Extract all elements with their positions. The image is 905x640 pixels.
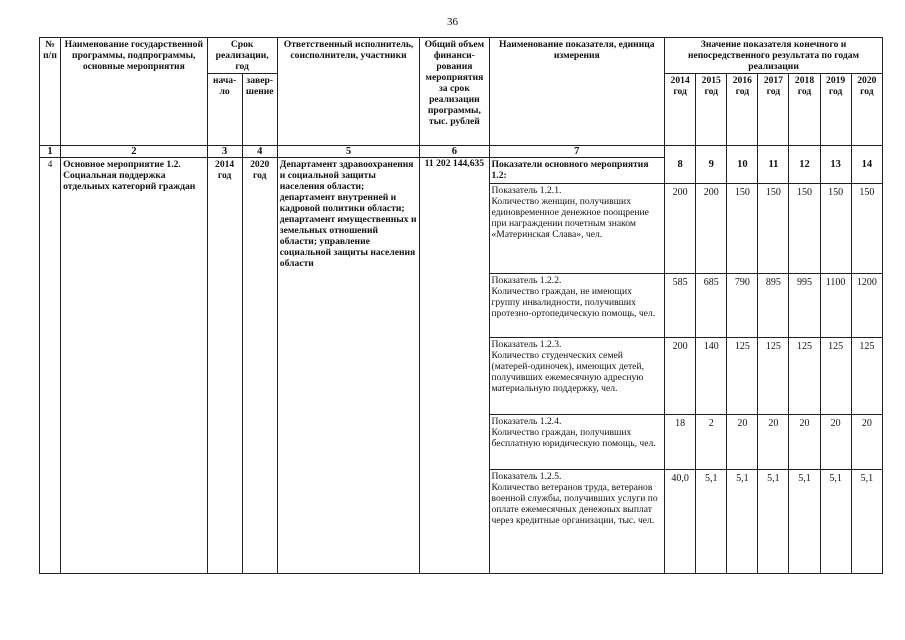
executor-list: Департамент здравоохранения и социальной защиты населения области; департамент внутренней и кадровой политики области; департамент имущественных и земельных отношений области; управление социальной защиты населения области	[277, 158, 419, 574]
header-year: 2014 год	[665, 74, 696, 146]
header-year: 2019 год	[820, 74, 851, 146]
header-year: 2015 год	[696, 74, 727, 146]
page-number: 36	[447, 16, 458, 28]
header-year: 2016 год	[727, 74, 758, 146]
indicator-value: 20	[758, 415, 789, 470]
indicator-value: 5,1	[758, 470, 789, 574]
header-indicator: Наименование показателя, единица измерения	[489, 38, 665, 146]
indicator-text: Количество граждан, не имеющих группу инвалидности, получивших протезно-ортопедическую помощь, чел.	[491, 286, 656, 319]
indicator-value: 125	[789, 338, 820, 415]
indicator-title: Показатель 1.2.4.	[491, 416, 562, 427]
indicator-value: 125	[727, 338, 758, 415]
header-executor: Ответственный исполнитель, соисполнители, участники	[277, 38, 419, 146]
column-number: 10	[727, 146, 758, 184]
header-term: Срок реализации, год	[207, 38, 277, 74]
header-funding: Общий объем финанси-рования мероприятия за срок реализации программы, тыс. рублей	[420, 38, 489, 146]
column-number: 8	[665, 146, 696, 184]
indicator-value: 585	[665, 274, 696, 338]
indicator-text: Количество студенческих семей (матерей-одиночек), имеющих детей, получивших ежемесячную адресную материальную поддержку, чел.	[491, 350, 644, 394]
indicator-value: 5,1	[851, 470, 882, 574]
indicator-value: 5,1	[727, 470, 758, 574]
column-number: 11	[758, 146, 789, 184]
indicator-cell	[489, 184, 665, 274]
header-row	[40, 38, 883, 74]
indicator-value: 5,1	[696, 470, 727, 574]
indicator-value: 20	[820, 415, 851, 470]
indicator-value: 125	[758, 338, 789, 415]
start-year: 2014 год	[207, 158, 242, 574]
column-number: 13	[820, 146, 851, 184]
indicator-value: 150	[727, 184, 758, 274]
indicator-value: 18	[665, 415, 696, 470]
indicator-value: 1200	[851, 274, 882, 338]
indicator-cell	[489, 415, 665, 470]
indicator-value: 995	[789, 274, 820, 338]
indicator-value: 140	[696, 338, 727, 415]
column-number: 12	[789, 146, 820, 184]
indicator-value: 895	[758, 274, 789, 338]
indicator-value: 200	[665, 184, 696, 274]
indicator-title: Показатель 1.2.2.	[491, 275, 562, 286]
indicator-title: Показатель 1.2.1.	[491, 185, 562, 196]
funding-amount: 11 202 144,635	[420, 158, 489, 574]
column-number: 4	[242, 146, 277, 158]
indicator-value: 790	[727, 274, 758, 338]
indicator-value: 150	[851, 184, 882, 274]
indicator-value: 20	[851, 415, 882, 470]
indicator-value: 150	[758, 184, 789, 274]
column-number: 2	[61, 146, 208, 158]
indicator-cell	[489, 274, 665, 338]
end-year: 2020 год	[242, 158, 277, 574]
column-number: 1	[40, 146, 61, 158]
indicators-header: Показатели основного мероприятия 1.2:	[489, 158, 665, 184]
indicator-value: 150	[789, 184, 820, 274]
column-number: 14	[851, 146, 882, 184]
header-year: 2020 год	[851, 74, 882, 146]
measure-name: Основное мероприятие 1.2. Социальная поддержка отдельных категорий граждан	[61, 158, 208, 574]
column-number: 5	[277, 146, 419, 158]
indicator-cell	[489, 338, 665, 415]
indicator-title: Показатель 1.2.5.	[491, 471, 562, 482]
header-name: Наименование государственной программы, подпрограммы, основные мероприятия	[61, 38, 208, 146]
indicator-value: 150	[820, 184, 851, 274]
header-values-title: Значение показателя конечного и непосредственного результата по годам реализации	[665, 38, 883, 74]
indicator-value: 685	[696, 274, 727, 338]
indicator-cell	[489, 470, 665, 574]
header-no: № п/п	[40, 38, 61, 146]
header-term-end: завер-шение	[242, 74, 277, 146]
indicator-value: 2	[696, 415, 727, 470]
header-year: 2017 год	[758, 74, 789, 146]
indicator-title: Показатель 1.2.3.	[491, 339, 562, 350]
indicator-text: Количество ветеранов труда, ветеранов военной службы, получивших услуги по оплате ежемесячных денежных выплат через кредитные организации, тыс. чел.	[491, 482, 658, 526]
column-number-row	[40, 146, 883, 158]
indicator-value: 5,1	[820, 470, 851, 574]
column-number: 9	[696, 146, 727, 184]
column-number: 7	[489, 146, 665, 158]
column-number: 3	[207, 146, 242, 158]
indicator-value: 40,0	[665, 470, 696, 574]
row-number: 4	[40, 158, 61, 574]
program-table	[39, 37, 883, 574]
indicator-value: 200	[665, 338, 696, 415]
indicator-value: 1100	[820, 274, 851, 338]
indicator-value: 200	[696, 184, 727, 274]
indicator-value: 20	[727, 415, 758, 470]
indicator-text: Количество граждан, получивших бесплатную юридическую помощь, чел.	[491, 427, 656, 449]
indicator-value: 20	[789, 415, 820, 470]
indicator-value: 125	[851, 338, 882, 415]
indicator-value: 5,1	[789, 470, 820, 574]
indicator-text: Количество женщин, получивших единовременное денежное поощрение при награждении почетным знаком «Материнская Слава», чел.	[491, 196, 649, 240]
header-year: 2018 год	[789, 74, 820, 146]
column-number: 6	[420, 146, 489, 158]
header-term-start: нача-ло	[207, 74, 242, 146]
indicator-value: 125	[820, 338, 851, 415]
